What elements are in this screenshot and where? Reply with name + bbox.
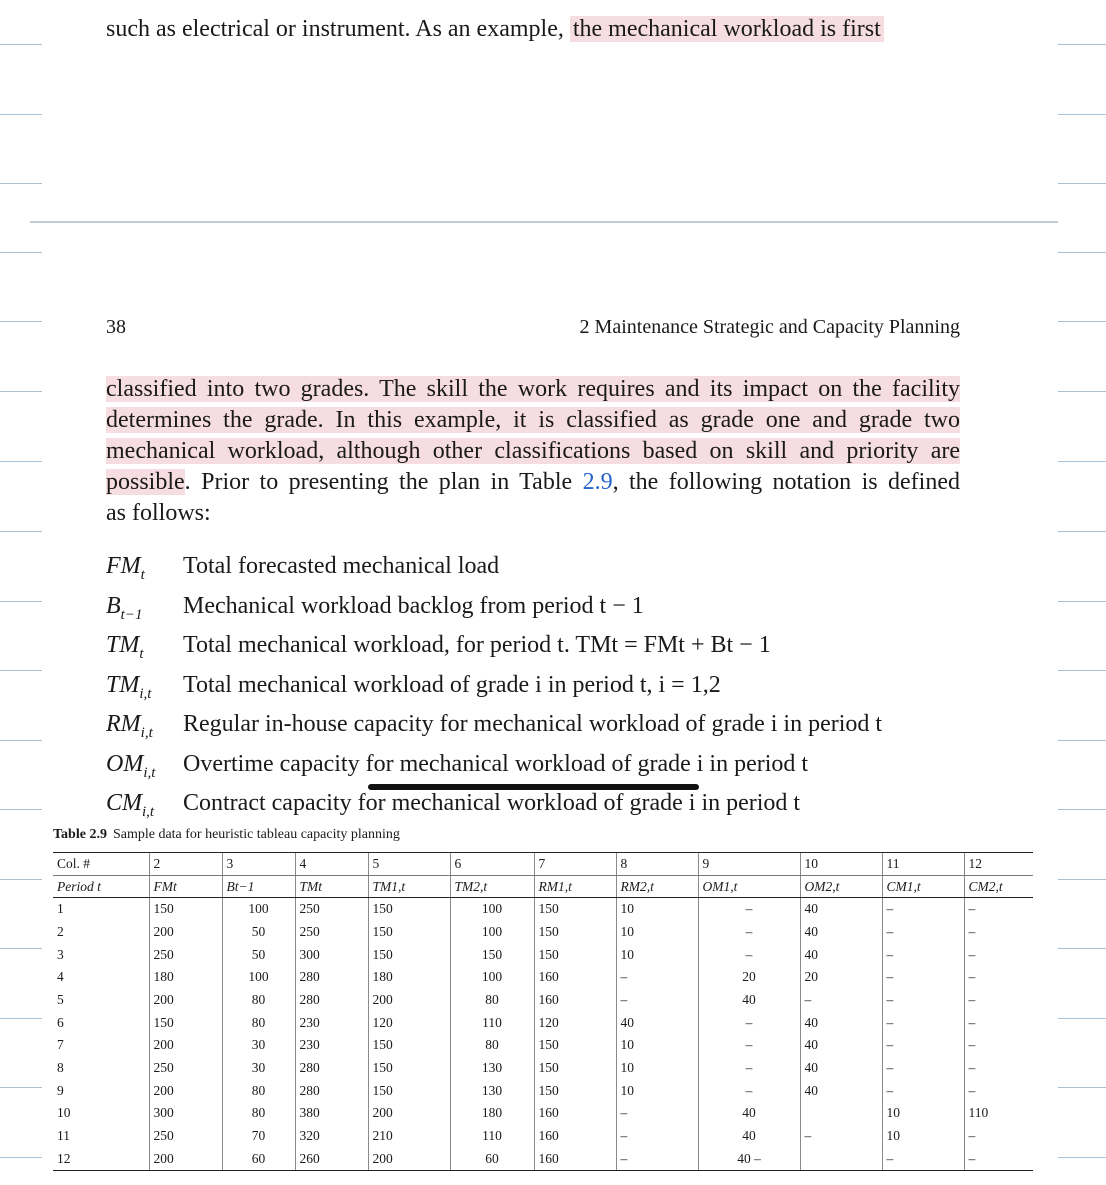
margin-rule-mark [0,1018,42,1019]
table-column-number: 2 [149,853,222,876]
highlighted-text: possible [106,469,185,495]
table-cell: 150 [534,943,616,966]
table-cell: 40 [800,921,882,944]
table-cell: 40 [698,989,800,1012]
table-cell: 150 [534,1034,616,1057]
margin-rule-mark [0,601,42,602]
table-cell: 12 [53,1147,149,1170]
table-cell: 110 [450,1011,534,1034]
margin-rule-mark [1058,670,1106,671]
table-cell: 120 [534,1011,616,1034]
highlighted-text: determines the grade. In this example, it is classified as grade one and grade two [106,407,960,433]
table-column-header: CM2,t [964,875,1033,898]
table-cell [800,1147,882,1170]
table-cell: 10 [616,898,698,921]
table-caption-text: Sample data for heuristic tableau capacity planning [112,827,400,842]
margin-rule-mark [0,1087,42,1088]
table-cell: 120 [368,1011,450,1034]
notation-row [106,709,1006,749]
margin-rule-mark [0,391,42,392]
table-cell: 160 [534,1147,616,1170]
capacity-planning-table [53,852,1033,1171]
table-cell: 150 [368,921,450,944]
margin-rule-mark [0,252,42,253]
table-cell: 1 [57,901,64,917]
table-cell: – [964,1057,1033,1080]
table-row [53,1079,1033,1102]
table-cell: 320 [295,1125,368,1148]
table-cell: 160 [534,1102,616,1125]
table-cell: – [616,966,698,989]
table-cell: 40 [616,1011,698,1034]
table-cell: 280 [295,966,368,989]
table-column-number: Col. # [53,853,149,876]
table-cell: 200 [149,1034,222,1057]
table-cell: 250 [149,943,222,966]
table-cell: 5 [57,991,64,1007]
table-cell: – [964,943,1033,966]
notation-symbol: $CM_{i,t}$ [106,790,155,820]
notation-description: Total mechanical workload of grade i in period t, i = 1,2 [183,671,721,698]
table-cell: 50 [222,921,295,944]
scroll-indicator[interactable] [368,784,699,790]
page-separator [30,221,1058,223]
table-cell: 230 [295,1011,368,1034]
table-column-number: 5 [368,853,450,876]
margin-rule-mark [0,879,42,880]
table-cell: 50 [222,943,295,966]
table-cell: 20 [800,966,882,989]
notation-description: Contract capacity for mechanical workload of grade i in period t [183,790,801,816]
table-column-header: TM1,t [368,875,450,898]
table-column-header: FMt [149,875,222,898]
notation-row [106,749,1006,789]
table-row [53,966,1033,989]
table-cell: 200 [149,989,222,1012]
table-column-header: OM1,t [698,875,800,898]
margin-rule-mark [1058,1018,1106,1019]
table-column-number: 11 [882,853,964,876]
table-column-header: CM1,t [882,875,964,898]
table-column-header: OM2,t [800,875,882,898]
notation-description: Total forecasted mechanical load [183,553,500,579]
table-cell: 200 [149,1147,222,1170]
table-column-number: 10 [800,853,882,876]
margin-rule-mark [1058,531,1106,532]
table-cell: 100 [450,898,534,921]
margin-rule-mark [0,740,42,741]
table-cell: – [882,898,964,921]
table-cell: 250 [149,1057,222,1080]
table-column-number-row [53,853,1033,876]
margin-rule-mark [1058,1087,1106,1088]
table-cell: 280 [295,1057,368,1080]
table-cell: 6 [57,1014,64,1030]
table-cell: – [698,921,800,944]
table-cell: 10 [882,1102,964,1125]
margin-rule-mark [0,114,42,115]
table-cell: – [698,898,800,921]
notation-row [106,630,1006,670]
table-cell: 40 [800,1079,882,1102]
table-cell: 40 [800,1011,882,1034]
table-cell: 150 [149,898,222,921]
margin-rule-mark [0,531,42,532]
table-cell: 150 [450,943,534,966]
table-cell: 280 [295,989,368,1012]
table-cell: – [964,966,1033,989]
table-cell: – [964,898,1033,921]
table-cell: 180 [450,1102,534,1125]
table-cell: – [964,1125,1033,1148]
margin-rule-mark [0,1157,42,1158]
margin-rule-mark [1058,809,1106,810]
table-cell: 10 [57,1105,71,1121]
notation-symbol: $TM_{i,t}$ [106,671,152,702]
table-row [53,1102,1033,1125]
table-row [53,943,1033,966]
table-cell: 110 [964,1102,1033,1125]
table-cell: 11 [57,1128,70,1144]
margin-rule-mark [1058,44,1106,45]
table-cell: 200 [149,1079,222,1102]
margin-rule-mark [1058,948,1106,949]
table-cell: 30 [222,1057,295,1080]
table-cell: 200 [149,921,222,944]
table-cell: 150 [149,1011,222,1034]
table-cell: 150 [534,1057,616,1080]
margin-rule-mark [0,183,42,184]
table-cell: 380 [295,1102,368,1125]
table-cell: – [882,1147,964,1170]
table-cell: 70 [222,1125,295,1148]
highlighted-text: mechanical workload, although other classifications based on skill and priority are [106,438,960,464]
table-cell: 180 [368,966,450,989]
table-cell: – [882,943,964,966]
table-cell: 150 [534,898,616,921]
table-cell: – [882,966,964,989]
notation-symbol: $OM_{i,t}$ [106,750,156,781]
top-line-text: such as electrical or instrument. As an example, [106,16,570,42]
margin-rule-mark [0,461,42,462]
table-cell: 150 [368,943,450,966]
table-cell: 80 [222,989,295,1012]
notation-row [106,591,1006,631]
margin-rule-mark [1058,252,1106,253]
table-cell: – [882,1011,964,1034]
table-cell: 100 [222,966,295,989]
table-cell: 300 [149,1102,222,1125]
table-cell: 150 [368,1034,450,1057]
table-cell: 100 [450,921,534,944]
paragraph-text: as follows: [106,500,211,526]
table-cell: – [882,1057,964,1080]
table-cell: 10 [616,1034,698,1057]
margin-rule-mark [1058,601,1106,602]
highlighted-text: the mechanical workload is first [570,16,884,42]
table-column-number: 9 [698,853,800,876]
table-cell: – [964,1034,1033,1057]
table-cell: 250 [295,921,368,944]
running-header: 2 Maintenance Strategic and Capacity Planning [579,316,960,338]
table-caption-label: Table 2.9 [53,827,107,842]
table-cell: 130 [450,1057,534,1080]
table-cell: 130 [450,1079,534,1102]
table-cell: 200 [368,989,450,1012]
table-cell: 60 [450,1147,534,1170]
margin-rule-mark [1058,321,1106,322]
margin-rule-mark [0,321,42,322]
table-column-number: 6 [450,853,534,876]
table-column-number: 3 [222,853,295,876]
notation-description: Mechanical workload backlog from period t − 1 [183,592,644,619]
table-cell: – [964,1147,1033,1170]
margin-rule-mark [1058,740,1106,741]
table-cell: 40 [800,1057,882,1080]
table-cell: – [698,1011,800,1034]
table-cell: 150 [368,1057,450,1080]
notation-symbol: $FM_t$ [106,553,145,583]
table-cell: 40 [698,1125,800,1148]
table-cell: – [882,921,964,944]
table-row [53,989,1033,1012]
table-cell: 100 [450,966,534,989]
table-row [53,898,1033,921]
notation-symbol: $B_{t-1}$ [106,592,143,623]
notation-row [106,788,1006,828]
table-cell: 300 [295,943,368,966]
margin-rule-mark [1058,461,1106,462]
table-cell: 10 [616,1079,698,1102]
table-cell: 150 [368,1079,450,1102]
table-cell: 4 [57,969,64,985]
table-cell: 80 [222,1102,295,1125]
table-cell: 10 [616,943,698,966]
table-cell: 7 [57,1037,64,1053]
table-cell: 180 [149,966,222,989]
table-column-number: 7 [534,853,616,876]
table-cell: – [616,1125,698,1148]
notation-description: Regular in-house capacity for mechanical workload of grade i in period t [183,711,883,737]
table-cell: – [882,1034,964,1057]
table-cell: 60 [222,1147,295,1170]
table-cell: 160 [534,966,616,989]
notation-symbol: $RM_{i,t}$ [106,711,153,741]
margin-rule-mark [0,44,42,45]
table-cell: 260 [295,1147,368,1170]
table-cell: 80 [450,989,534,1012]
table-cell: – [698,1057,800,1080]
table-column-number: 12 [964,853,1033,876]
margin-rule-mark [0,670,42,671]
table-cell: 10 [882,1125,964,1148]
notation-description: Total mechanical workload, for period t. TMt = FMt + Bt − 1 [183,632,771,658]
notation-row [106,670,1006,710]
table-cell: 40 – [698,1147,800,1170]
table-cell: 230 [295,1034,368,1057]
paragraph-text: . Prior to presenting the plan in Table [184,469,583,495]
table-cell: 200 [368,1147,450,1170]
table-cell: 250 [295,898,368,921]
margin-rule-mark [1058,391,1106,392]
table-cell: 250 [149,1125,222,1148]
table-cell: – [800,1125,882,1148]
table-row [53,1057,1033,1080]
table-cell: 2 [57,923,64,939]
table-cell: 80 [222,1011,295,1034]
table-column-number: 4 [295,853,368,876]
table-row [53,1125,1033,1148]
table-cell: 80 [222,1079,295,1102]
table-cell: 20 [698,966,800,989]
table-cell: 40 [698,1102,800,1125]
table-cell: 80 [450,1034,534,1057]
table-cell: – [964,989,1033,1012]
table-cell: 210 [368,1125,450,1148]
table-cell: 150 [534,921,616,944]
table-cell: – [698,1034,800,1057]
table-cell: 100 [222,898,295,921]
table-column-header: TMt [295,875,368,898]
table-cell: – [616,1102,698,1125]
highlighted-text: classified into two grades. The skill the work requires and its impact on the facility [106,376,960,402]
table-cell: 160 [534,1125,616,1148]
table-cell: – [616,989,698,1012]
paragraph-text: , the following notation is defined [612,469,960,495]
table-cell: 40 [800,1034,882,1057]
previous-page-last-line [106,12,960,46]
margin-rule-mark [0,809,42,810]
table-row [53,1011,1033,1034]
table-column-header: Period t [53,875,149,898]
table-cell: – [698,943,800,966]
table-header-row [53,875,1033,898]
margin-rule-mark [1058,879,1106,880]
table-cell: – [800,989,882,1012]
table-cell: 280 [295,1079,368,1102]
page-number: 38 [106,316,126,338]
table-cell: 10 [616,1057,698,1080]
table-caption [53,827,400,843]
table-cell: 40 [800,943,882,966]
table-cell: 200 [368,1102,450,1125]
table-cell: 3 [57,946,64,962]
notation-row [106,551,1006,591]
table-cell: 150 [534,1079,616,1102]
table-column-header: RM1,t [534,875,616,898]
table-cell: – [964,1011,1033,1034]
notation-symbol: $TM_t$ [106,632,144,662]
table-cell: 160 [534,989,616,1012]
table-cell: – [964,921,1033,944]
table-cell: – [698,1079,800,1102]
table-column-header: TM2,t [450,875,534,898]
notation-description: Overtime capacity for mechanical workload of grade i in period t [183,750,809,777]
table-cell: – [882,989,964,1012]
table-column-header: RM2,t [616,875,698,898]
table-cell: – [882,1079,964,1102]
table-reference-link[interactable]: 2.9 [582,469,613,495]
table-column-number: 8 [616,853,698,876]
table-cell: 8 [57,1060,64,1076]
margin-rule-mark [1058,1157,1106,1158]
table-cell: 150 [368,898,450,921]
table-cell: 10 [616,921,698,944]
table-cell: – [964,1079,1033,1102]
table-row [53,1147,1033,1170]
table-cell: 9 [57,1082,64,1098]
margin-rule-mark [1058,183,1106,184]
margin-rule-mark [1058,114,1106,115]
table-column-header: Bt−1 [222,875,295,898]
table-cell: 40 [800,898,882,921]
table-row [53,1034,1033,1057]
table-cell: 30 [222,1034,295,1057]
body-paragraph [106,374,960,529]
table-cell: – [616,1147,698,1170]
table-cell: 110 [450,1125,534,1148]
table-cell [800,1102,882,1125]
margin-rule-mark [0,948,42,949]
table-row [53,921,1033,944]
